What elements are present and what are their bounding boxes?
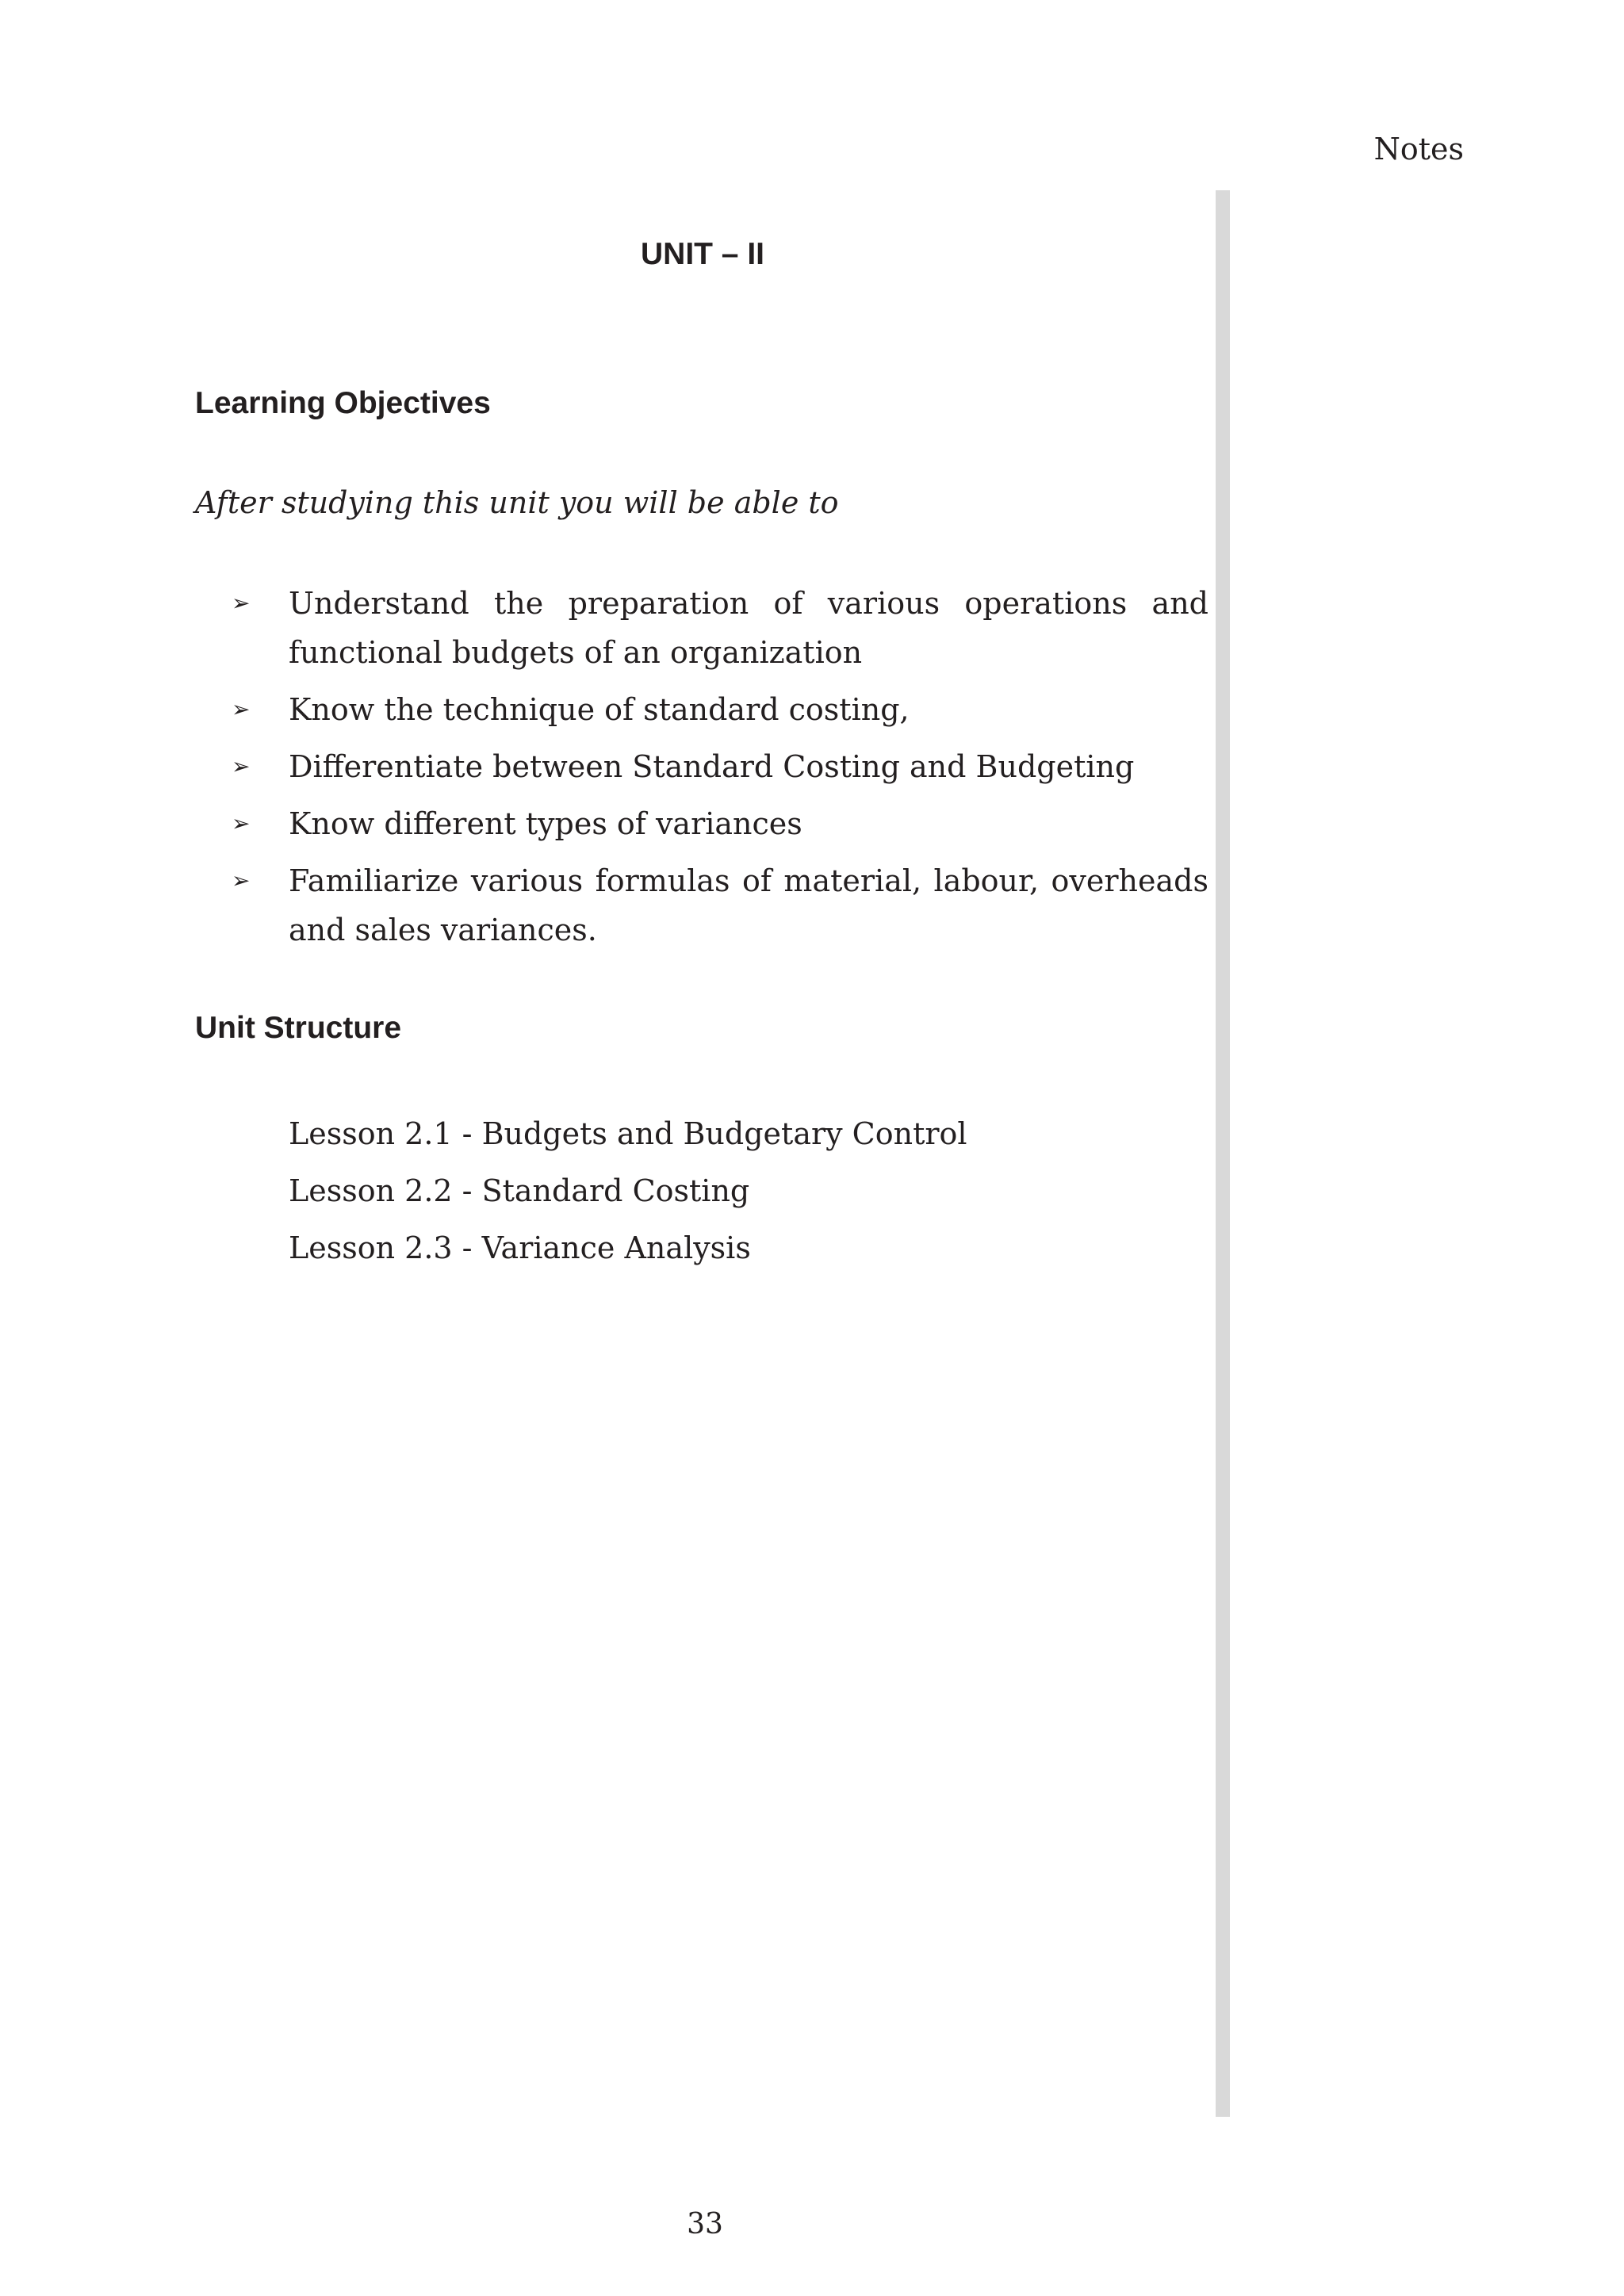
lesson-item: Lesson 2.2 - Standard Costing <box>289 1173 750 1208</box>
lesson-item: Lesson 2.3 - Variance Analysis <box>289 1230 751 1265</box>
objective-text: Understand the preparation of various operations and functional budgets of an organization <box>289 586 1208 670</box>
unit-structure-heading: Unit Structure <box>195 1011 402 1045</box>
unit-title: UNIT – II <box>640 237 765 271</box>
objectives-list <box>195 579 1208 962</box>
notes-margin-rule <box>1216 190 1230 2117</box>
arrow-bullet-icon: ➢ <box>232 753 251 779</box>
objective-text: Know different types of variances <box>289 806 802 841</box>
arrow-bullet-icon: ➢ <box>232 810 251 836</box>
objectives-intro: After studying this unit you will be able to <box>195 485 839 520</box>
objective-text: Differentiate between Standard Costing and Budgeting <box>289 749 1135 784</box>
lesson-item: Lesson 2.1 - Budgets and Budgetary Control <box>289 1116 967 1151</box>
objective-text: Know the technique of standard costing, <box>289 692 910 727</box>
learning-objectives-heading: Learning Objectives <box>195 386 491 420</box>
objective-text: Familiarize various formulas of material, labour, overheads and sales variances. <box>289 863 1208 947</box>
objective-item <box>195 799 1208 848</box>
page-number: 33 <box>687 2208 723 2241</box>
objective-item <box>195 856 1208 955</box>
objective-item <box>195 579 1208 677</box>
objective-item <box>195 742 1208 791</box>
objective-item <box>195 685 1208 734</box>
arrow-bullet-icon: ➢ <box>232 696 251 722</box>
lesson-list <box>289 1105 967 1276</box>
notes-margin-label: Notes <box>1373 132 1464 166</box>
arrow-bullet-icon: ➢ <box>232 590 251 616</box>
arrow-bullet-icon: ➢ <box>232 867 251 894</box>
